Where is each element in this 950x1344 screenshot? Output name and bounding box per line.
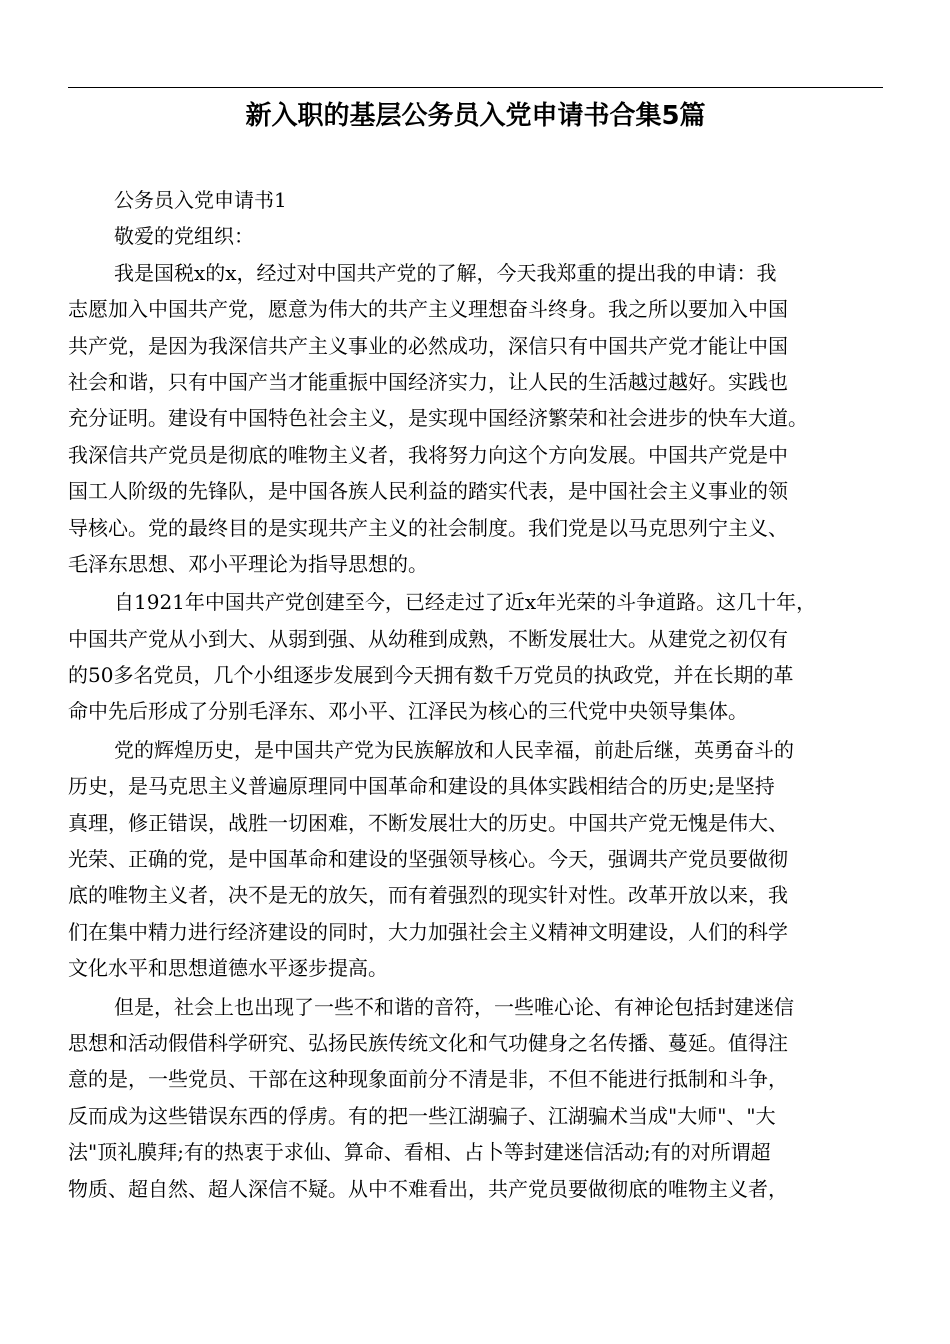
paragraph-line: 国工人阶级的先锋队，是中国各族人民利益的踏实代表，是中国社会主义事业的领	[68, 479, 788, 504]
document-title: 新入职的基层公务员入党申请书合集5篇	[245, 101, 706, 131]
section-heading: 公务员入党申请书1	[114, 188, 287, 212]
paragraph-line: 历史，是马克思主义普遍原理同中国革命和建设的具体实践相结合的历史;是坚持	[68, 774, 775, 799]
paragraph-line: 我是国税x的x，经过对中国共产党的了解，今天我郑重的提出我的申请：我	[114, 260, 777, 285]
paragraph-line: 我深信共产党员是彻底的唯物主义者，我将努力向这个方向发展。中国共产党是中	[68, 442, 788, 467]
paragraph-line: 真理，修正错误，战胜一切困难，不断发展壮大的历史。中国共产党无愧是伟大、	[68, 810, 788, 835]
paragraph-line: 物质、超自然、超人深信不疑。从中不难看出，共产党员要做彻底的唯物主义者，	[68, 1176, 788, 1201]
paragraph-line: 党的辉煌历史，是中国共产党为民族解放和人民幸福，前赴后继，英勇奋斗的	[114, 737, 794, 762]
document-body	[68, 182, 883, 1207]
paragraph-line: 思想和活动假借科学研究、弘扬民族传统文化和气功健身之名传播、蔓延。值得注	[68, 1030, 788, 1055]
header-rule	[68, 87, 883, 88]
paragraph-line: 志愿加入中国共产党，愿意为伟大的共产主义理想奋斗终身。我之所以要加入中国	[68, 297, 788, 322]
paragraph-line: 但是，社会上也出现了一些不和谐的音符，一些唯心论、有神论包括封建迷信	[114, 994, 794, 1019]
paragraph-line: 毛泽东思想、邓小平理论为指导思想的。	[68, 551, 428, 576]
paragraph-line: 意的是，一些党员、干部在这种现象面前分不清是非，不但不能进行抵制和斗争，	[68, 1067, 788, 1092]
paragraph-line: 共产党，是因为我深信共产主义事业的必然成功，深信只有中国共产党才能让中国	[68, 333, 788, 358]
paragraph-line: 底的唯物主义者，决不是无的放矢，而有着强烈的现实针对性。改革开放以来，我	[68, 883, 788, 908]
paragraph-line: 们在集中精力进行经济建设的同时，大力加强社会主义精神文明建设，人们的科学	[68, 919, 788, 944]
paragraph-line: 法"顶礼膜拜;有的热衷于求仙、算命、看相、占卜等封建迷信活动;有的对所谓超	[68, 1140, 771, 1165]
paragraph-line: 导核心。党的最终目的是实现共产主义的社会制度。我们党是以马克思列宁主义、	[68, 515, 788, 540]
paragraph-line: 文化水平和思想道德水平逐步提高。	[68, 956, 388, 981]
paragraph-line: 反而成为这些错误东西的俘虏。有的把一些江湖骗子、江湖骗术当成"大师"、"大	[68, 1103, 776, 1128]
paragraph-line: 中国共产党从小到大、从弱到强、从幼稚到成熟，不断发展壮大。从建党之初仅有	[68, 626, 788, 651]
paragraph-line: 充分证明。建设有中国特色社会主义，是实现中国经济繁荣和社会进步的快车大道。	[68, 406, 808, 431]
paragraph-line: 自1921年中国共产党创建至今，已经走过了近x年光荣的斗争道路。这几十年，	[114, 590, 817, 615]
salutation: 敬爱的党组织：	[114, 224, 254, 249]
paragraph-line: 命中先后形成了分别毛泽东、邓小平、江泽民为核心的三代党中央领导集体。	[68, 699, 748, 724]
paragraph-line: 光荣、正确的党，是中国革命和建设的坚强领导核心。今天，强调共产党员要做彻	[68, 847, 788, 872]
paragraph-line: 社会和谐，只有中国产当才能重振中国经济实力，让人民的生活越过越好。实践也	[68, 369, 788, 394]
paragraph-line: 的50多名党员，几个小组逐步发展到今天拥有数千万党员的执政党，并在长期的革	[68, 663, 794, 688]
